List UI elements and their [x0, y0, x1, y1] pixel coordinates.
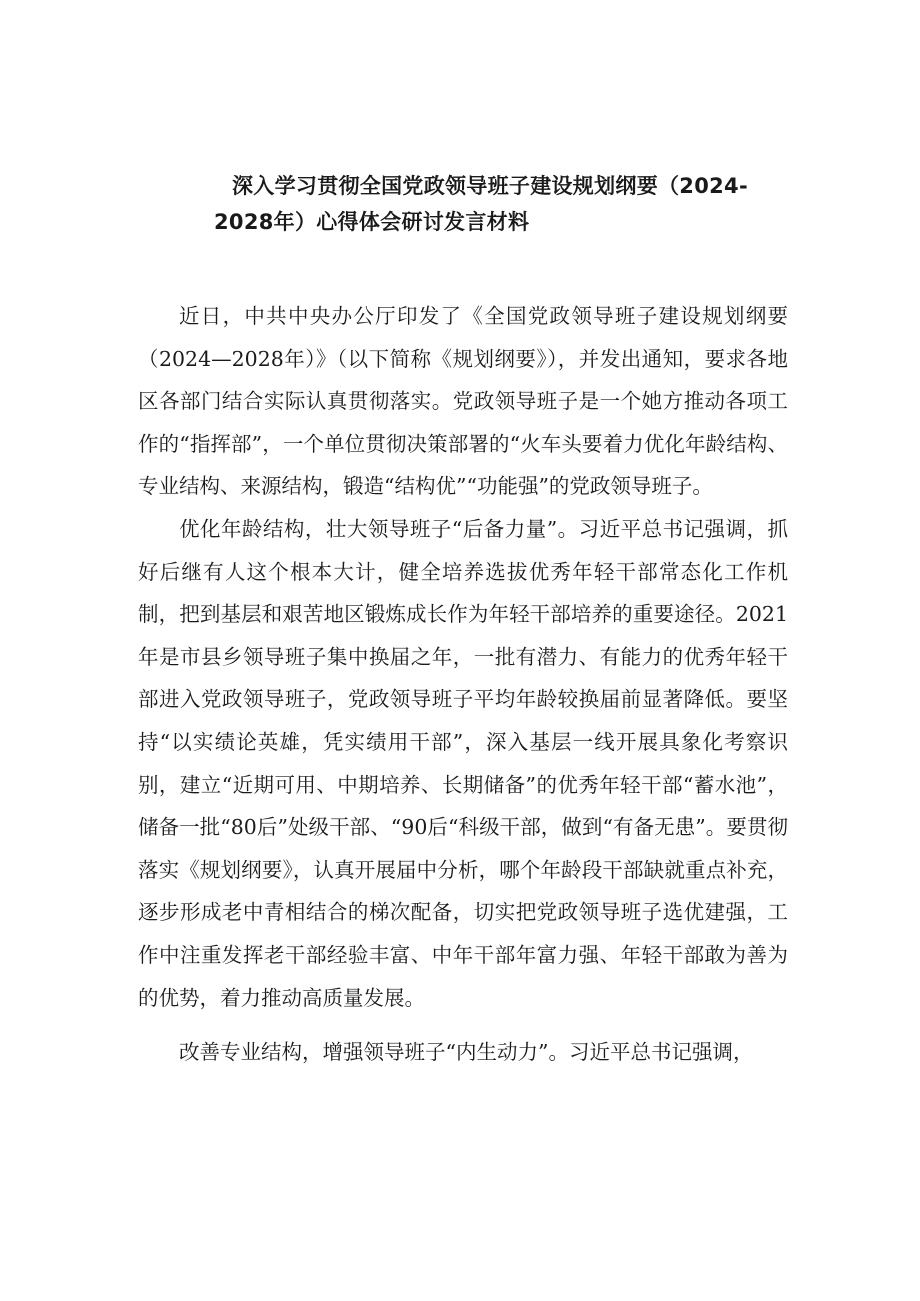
title-line-1: 深入学习贯彻全国党政领导班子建设规划纲要（2024-	[232, 174, 748, 198]
document-title	[214, 168, 792, 240]
document-body	[138, 295, 788, 1074]
paragraph-professional-structure: 改善专业结构，增强领导班子“内生动力”。习近平总书记强调，	[179, 1040, 754, 1065]
paragraph-intro: 近日，中共中央办公厅印发了《全国党政领导班子建设规划纲要（2024—2028年）》（以下简称《规划纲要》），并发出通知，要求各地区各部门结合实际认真贯彻落实。党政领导班子是一个她方推动各项工作的“指挥部”，一个单位贯彻决策部署的“火车头要着力优化年龄结构、专业结构、来源结构，锻造“结构优”“功能强”的党政领导班子。	[138, 304, 788, 499]
title-line-2: 2028年）心得体会研讨发言材料	[214, 210, 530, 234]
paragraph-age-structure: 优化年龄结构，壮大领导班子“后备力量”。习近平总书记强调，抓好后继有人这个根本大计，健全培养选拔优秀年轻干部常态化工作机制，把到基层和艰苦地区锻炼成长作为年轻干部培养的重要途径。2021年是市县乡领导班子集中换届之年，一批有潜力、有能力的优秀年轻干部进入党政领导班子，党政领导班子平均年龄较换届前显著降低。要坚持“以实绩论英雄，凭实绩用干部”，深入基层一线开展具象化考察识别，建立“近期可用、中期培养、长期储备”的优秀年轻干部“蓄水池”，储备一批“80后”处级干部、“90后“科级干部，做到“有备无患”。要贯彻落实《规划纲要》，认真开展届中分析，哪个年龄段干部缺就重点补充，逐步形成老中青相结合的梯次配备，切实把党政领导班子选优建强，工作中注重发挥老干部经验丰富、中年干部年富力强、年轻干部敢为善为的优势，着力推动高质量发展。	[138, 516, 788, 1010]
